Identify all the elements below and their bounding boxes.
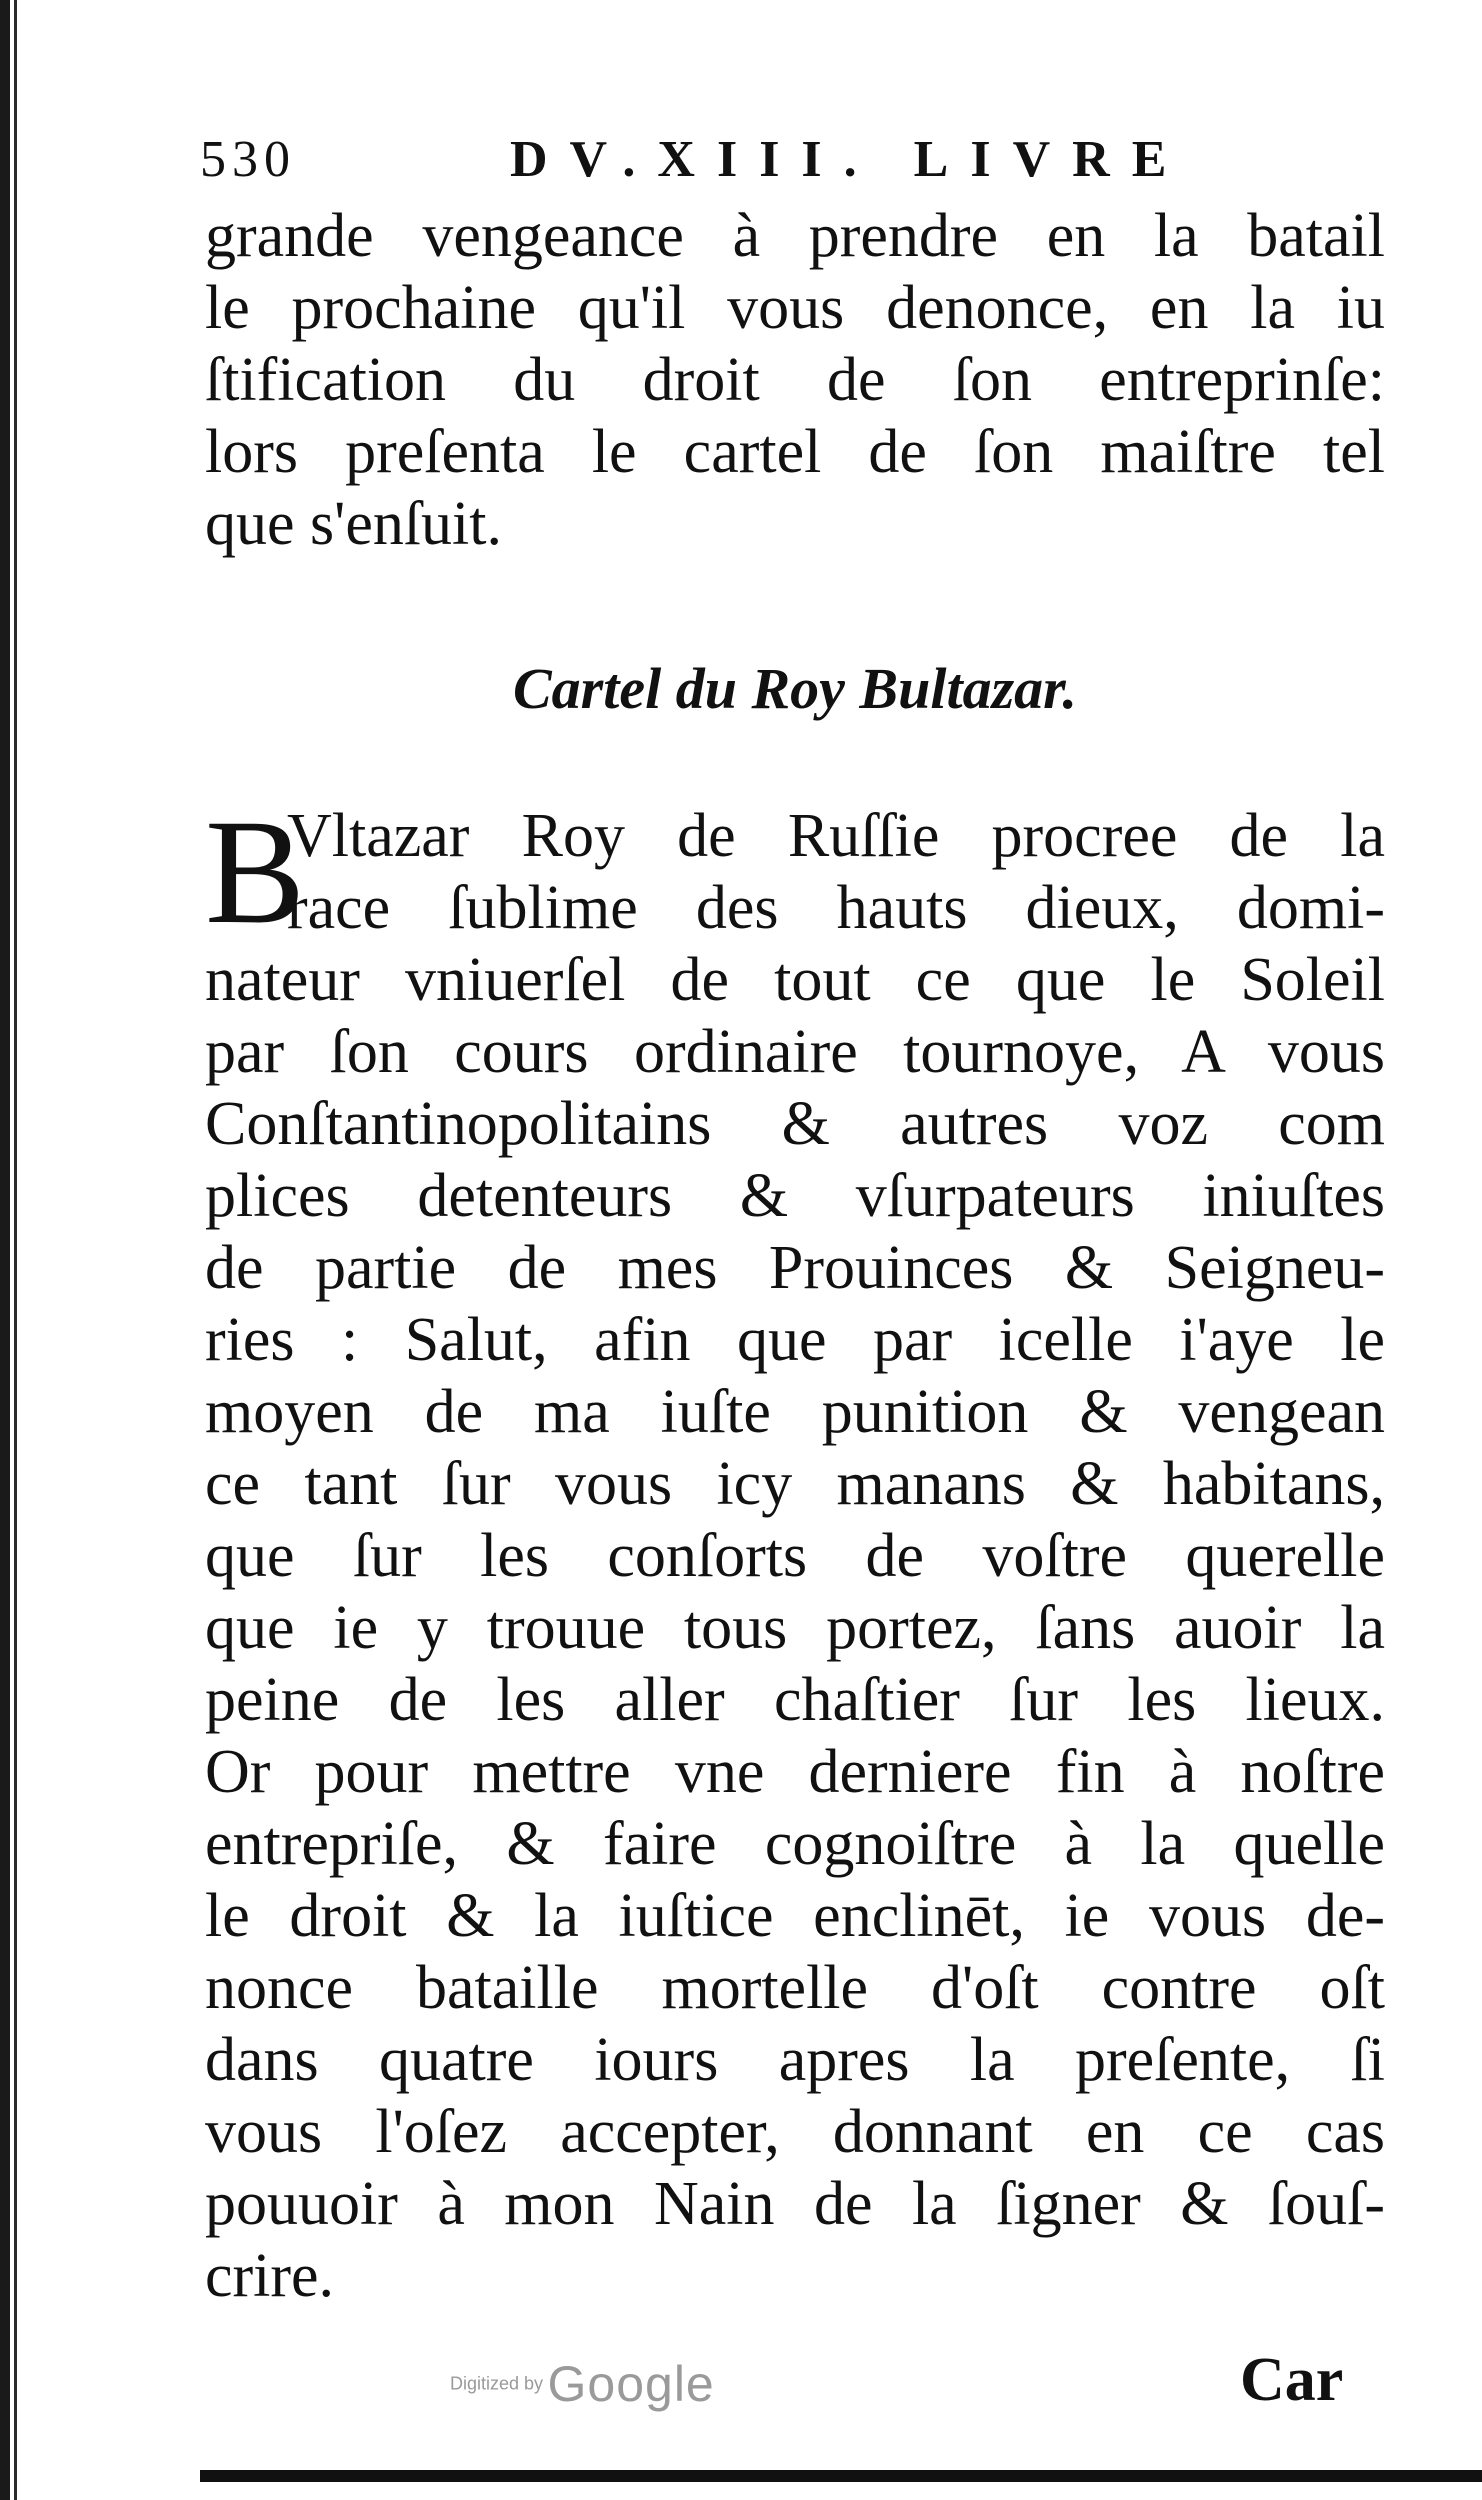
running-head (200, 130, 1380, 200)
intro-paragraph (205, 200, 1385, 560)
text-line: crire. (205, 2242, 335, 2310)
text-line: ce tant ſur vous icy manans & habitans, (205, 1450, 1385, 1518)
text-line: le prochaine qu'il vous denonce, en la iu (205, 274, 1385, 342)
text-line: race ſublime des hauts dieux, domi- (287, 874, 1385, 942)
text-line: que ſur les conſorts de voſtre querelle (205, 1522, 1385, 1590)
section-title: Cartel du Roy Bultazar. (512, 656, 1078, 721)
watermark-prefix: Digitized by (450, 2373, 544, 2394)
text-line: plices detenteurs & vſurpateurs iniuſtes (205, 1162, 1385, 1230)
letter-first-lines (287, 800, 1385, 944)
text-line: moyen de ma iuſte punition & vengean (205, 1378, 1385, 1446)
text-line: nateur vniuerſel de tout ce que le Soleil (205, 946, 1385, 1014)
text-line: que ie y trouue tous portez, ſans auoir la (205, 1594, 1385, 1662)
running-title: DV.XIII. LIVRE (510, 131, 1189, 188)
text-line: Or pour mettre vne derniere fin à noſtre (205, 1738, 1385, 1806)
letter-body (205, 944, 1385, 2312)
text-line: pouuoir à mon Nain de la ſigner & ſouſ- (205, 2170, 1385, 2238)
scan-edge-line (14, 0, 17, 2500)
text-line: ries : Salut, afin que par icelle i'aye le (205, 1306, 1385, 1374)
text-line: Conſtantinopolitains & autres voz com (205, 1090, 1385, 1158)
text-line: vous l'oſez accepter, donnant en ce cas (205, 2098, 1385, 2166)
drop-cap: B (205, 789, 306, 955)
scan-edge-bottom (200, 2470, 1482, 2482)
scan-edge-left (0, 0, 10, 2500)
text-line: entrepriſe, & faire cognoiſtre à la quelle (205, 1810, 1385, 1878)
watermark-brand: Google (547, 2356, 715, 2412)
text-line: grande vengeance à prendre en la batail (205, 202, 1385, 270)
text-line: le droit & la iuſtice enclinēt, ie vous de- (205, 1882, 1385, 1950)
text-line: de partie de mes Prouinces & Seigneu- (205, 1234, 1385, 1302)
text-line: peine de les aller chaſtier ſur les lieux. (205, 1666, 1385, 1734)
catchword: Car (1240, 2346, 1344, 2414)
text-line: ſtification du droit de ſon entreprinſe: (205, 346, 1385, 414)
text-line: que s'enſuit. (205, 490, 503, 558)
text-line: par ſon cours ordinaire tournoye, A vous (205, 1018, 1385, 1086)
text-line: dans quatre iours apres la preſente, ſi (205, 2026, 1385, 2094)
text-line: nonce bataille mortelle d'oſt contre oſt (205, 1954, 1385, 2022)
page-number: 530 (200, 131, 296, 188)
text-line: Vltazar Roy de Ruſſie procree de la (287, 802, 1385, 870)
text-line: lors preſenta le cartel de ſon maiſtre tel (205, 418, 1385, 486)
digitized-watermark (450, 2355, 715, 2413)
